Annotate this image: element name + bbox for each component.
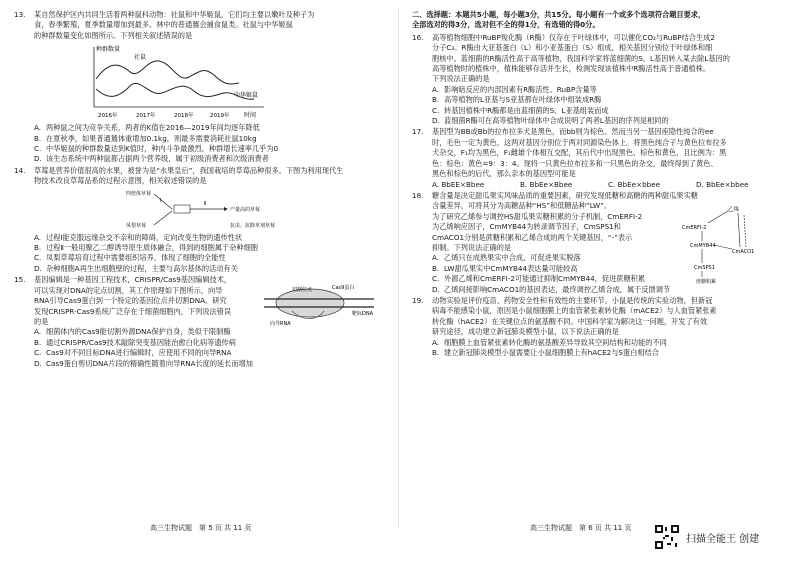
- question-stem-line: 时，毛色一定为黄色，这两对基因分别位于两对同源染色体上。将黑色纯合子与黄色拉布拉多: [432, 137, 727, 147]
- option-b: B. 通过CRISPR/Cas9技术敲除突变基因能治愈白化病等遗传病: [34, 337, 236, 347]
- question-stem-line: 高等植物时的植株中，植株能够存活并生长，检测发现该植株中R酶活性高于普通植株。: [432, 64, 711, 74]
- question-stem-line: 胞核中。蓝细菌的R酶活性高于高等植物，我国科学家将蓝细菌的S、L基因转入某去除L基因的: [432, 53, 730, 63]
- option-d: D. 该生态系统中两种鼠都占据两个营养级，属于初级消费者和次级消费者: [34, 154, 269, 164]
- diagram-node: CmACO1: [732, 248, 755, 255]
- diagram-node: 四倍体草莓: [126, 190, 152, 197]
- option-a: A. 乙烯只在成熟果实中合成，可促进果实脱落: [432, 253, 581, 263]
- option-b: B. LW甜瓜果实中CmMYB44表达量可能较高: [432, 263, 578, 273]
- tick-label: 2016年: [98, 113, 118, 120]
- y-axis-label: 种群数量: [96, 46, 121, 54]
- option-d: D. 杂种细胞A再生出细胞壁的过程，主要与高尔基体的活动有关: [34, 263, 238, 273]
- ethylene-pathway-diagram: [680, 203, 770, 287]
- question-stem-line: 高等植物细胞中RuBP羧化酶（R酶）仅存在于叶绿体中，可以催化CO₂与RuBP结合生成2: [432, 32, 715, 42]
- question-15: [14, 275, 386, 369]
- question-stem-line: 下列说法正确的是: [432, 74, 490, 84]
- crispr-figure: [262, 281, 382, 327]
- question-stem-line: CmACO1分别是蔗糖积累和乙烯合成的两个关键基因，“-”表示: [432, 232, 633, 242]
- figure-label: Cas9蛋白: [332, 285, 355, 292]
- option-d: D. 蓝细菌R酶可在高等植物叶绿体中合成说明了两者L基因的序列是相同的: [432, 116, 669, 126]
- option-b: B. 过程Ⅱ一般用聚乙二醇诱导原生质体融合，得到的细胞属于杂种细胞: [34, 243, 258, 253]
- question-stem-line: 的种群数量变化如图所示。下列相关叙述错误的是: [34, 30, 193, 40]
- question-number: 14.: [14, 165, 26, 175]
- question-stem-line: 为乙烯响应因子，CmMYB44为转录调节因子，CmSPS1和: [432, 222, 621, 232]
- x-axis-label: 时间: [244, 112, 257, 120]
- question-stem-line: 色：棕色：黄色=9：3：4。现将一只黄色拉布拉多和一只黑色的杂交，最终得到了黄色、: [432, 158, 718, 168]
- option-c: C. 外源乙烯和CmERFI-2可能通过抑制CmMYB44，促进蔗糖积累: [432, 274, 646, 284]
- diagram-node: 凤梨草莓: [126, 222, 147, 229]
- question-stem-line: 基因编辑是一种基因工程技术，CRISPR/Cas9基因编辑技术，: [34, 275, 232, 285]
- breeding-diagram: [124, 187, 324, 233]
- tick-label: 2018年: [174, 113, 194, 120]
- option-a: A. 两种鼠之间为竞争关系，两者的K值在2016—2019年间均逐年降低: [34, 123, 260, 133]
- series-line-social-rat: [96, 61, 239, 84]
- figure-label: 向导RNA: [270, 321, 291, 328]
- option-d: D. Cas9蛋白剪切DNA片段的精确性随着向导RNA长度的延长而增加: [34, 358, 253, 368]
- question-number: 13.: [14, 10, 26, 19]
- question-16: [412, 33, 784, 127]
- hybrid-cell-box: [174, 205, 190, 213]
- question-number: 15.: [14, 275, 26, 285]
- option-b: B. BbEe×Bbee: [520, 179, 573, 189]
- process-label: Ⅰ: [160, 197, 162, 204]
- question-stem-line: 食，春季繁殖，夏季数量增加到最多。林中的普通鵟会捕食鼠类。社鼠与中华姬鼠: [34, 20, 293, 30]
- question-stem-line: 研究途径，成功建立新冠肺炎模型小鼠，以下说法正确的是: [432, 327, 619, 337]
- question-stem-line: 黑色和棕色的后代，那么亲本的基因型可能是: [432, 169, 576, 179]
- question-number: 19.: [412, 295, 424, 305]
- option-a: A. BbEE×Bbee: [432, 179, 485, 189]
- option-c: C. Cas9对不同目标DNA进行编辑时，应使用不同的向导RNA: [34, 348, 232, 358]
- question-stem-line: 基因型为BB或Bb的拉布拉多犬是黑色，而bb则为棕色。然而当另一基因座隐性纯合的ee: [432, 127, 714, 137]
- option-d: D. BbEe×bbee: [696, 179, 749, 189]
- question-stem-line: 发现CRISPR-Cas9系统广泛存在于细菌细胞内，下列说法错误: [34, 306, 232, 316]
- tick-label: 2017年: [136, 113, 156, 120]
- question-stem-line: 可以实现对DNA的定点切割，其工作原理如下图所示，向导: [34, 285, 223, 295]
- option-a: A. 影响暗反应的内部因素有R酶活性、RuBP含量等: [432, 84, 597, 94]
- option-b: B. 高等植物的L亚基与S亚基都在叶绿体中组装成R酶: [432, 95, 602, 105]
- tick-label: 2019年: [210, 113, 230, 120]
- cas9-protein-shape: [276, 289, 344, 317]
- question-17: [412, 127, 784, 189]
- figure-label: 靶标DNA: [352, 311, 374, 318]
- population-chart: [74, 41, 274, 123]
- question-number: 16.: [412, 32, 424, 42]
- series-label: 社鼠: [134, 54, 147, 62]
- diagram-node: CmSPS1: [694, 264, 715, 271]
- series-label: 中华姬鼠: [234, 92, 259, 100]
- page-footer-right: 高三生物试题 第 6 页 共 11 页: [530, 524, 632, 532]
- option-c: C. BbEe×bbee: [608, 179, 661, 189]
- question-stem-line: 转化酶（hACE2）在关键位点的氨基酸不同。中国科学家为解决这一问题，开发了有效: [432, 316, 708, 326]
- question-stem-line: 某自然保护区内共同生活着两种鼠科动物：社鼠和中华姬鼠，它们均主要以嫩叶及种子为: [34, 10, 315, 19]
- page-divider: [398, 8, 399, 528]
- question-18: [412, 191, 784, 295]
- option-b: B. 建立新冠肺炎模型小鼠需要让小鼠细胞膜上有hACE2与S蛋白相结合: [432, 348, 659, 357]
- question-14: [14, 166, 386, 274]
- diagram-node: CmERFI-2: [682, 224, 707, 231]
- option-a: A. 细菌体内的Cas9能切割外源DNA保护自身，类似于限制酶: [34, 327, 231, 337]
- qr-code-icon: [655, 525, 679, 549]
- question-stem-line: 为了研究乙烯参与调控HS甜瓜果实糖积累的分子机制，CmERFI-2: [432, 211, 643, 221]
- option-c: C. 转基因植株中R酶都是由蓝细菌的S、L亚基组装而成: [432, 105, 609, 115]
- question-stem-line: 动物实验是评价疫苗、药物安全性和有效性的主要环节。小鼠是传统的实验动物，但新冠: [432, 295, 713, 305]
- section-heading: 二、选择题：本题共5小题，每小题3分，共15分。每小题有一个或多个选项符合题目要求，: [412, 10, 706, 19]
- question-stem-line: 草莓是营养价值很高的水果，被誉为是“水果皇后”，我国栽培的草莓品种很多。下图为利用现代生: [34, 165, 344, 175]
- page-footer-left: 高三生物试题 第 5 页 共 11 页: [150, 524, 252, 532]
- option-a: A. 细胞膜上血管紧张素转化酶的氨基酸差异导致其空间结构和功能的不同: [432, 337, 667, 347]
- diagram-node: 蔗糖积累: [696, 278, 717, 285]
- diagram-node: 产量高的草莓: [230, 206, 261, 213]
- diagram-node: 抗虫、抗除草剂草莓: [230, 222, 276, 229]
- question-stem-line: 病毒不能感染小鼠，原因是小鼠细胞膜上的血管紧张素转化酶（mACE2）与人血管紧张素: [432, 306, 717, 316]
- question-stem-line: 物技术改良草莓品系的过程示意图，相关叙述错误的是: [34, 176, 207, 186]
- option-d: D. 乙烯间接影响CmACO1的基因表达，最终调控乙烯合成，属于反馈调节: [432, 284, 671, 294]
- diagram-node: CmMYB44: [690, 242, 716, 249]
- option-c: C. 凤梨草莓培育过程中需要组织培养，体现了细胞的全能性: [34, 253, 226, 263]
- option-a: A. 过程Ⅰ能克服远缘杂交不亲和的障碍，定向改变生物的遗传性状: [34, 232, 243, 242]
- option-row: [432, 180, 784, 190]
- option-b: B. 在夏秋季，如果普通鵟体重增加0.1kg，则最多需要消耗社鼠10kg: [34, 133, 257, 143]
- question-stem-line: 抑制。下列说法正确的是: [432, 242, 512, 252]
- question-stem-line: RNA引导Cas9蛋白到一个特定的基因位点并切割DNA。研究: [34, 296, 227, 306]
- section-heading: 全部选对的得3分，选对但不全的得1分，有选错的得0分。: [412, 20, 600, 30]
- series-line-field-mouse: [96, 84, 254, 100]
- question-number: 18.: [412, 190, 424, 200]
- right-page: [412, 10, 784, 359]
- diagram-node: 乙烯: [728, 206, 740, 213]
- question-number: 17.: [412, 127, 424, 137]
- question-19: [412, 296, 784, 358]
- figure-label: 切割位点: [292, 287, 313, 294]
- question-stem-line: 糖含量是决定甜瓜果实风味品质的重要因素，研究发现低糖和高糖的两种甜瓜果实糖: [432, 190, 698, 200]
- question-stem-line: 犬杂交，F₁均为黑色，F₁雌雄个体相互交配，其后代中出现黑色、棕色和黄色，且比例为：黑: [432, 148, 727, 158]
- question-stem-line: 的是: [34, 316, 49, 326]
- question-13: [14, 10, 386, 165]
- question-stem-line: 含量差异，可将其分为高糖品种“HS”和低糖品种“LW”。: [432, 201, 612, 211]
- left-page: [14, 10, 386, 370]
- watermark-brand: 扫描全能王 创建: [686, 534, 760, 545]
- question-stem-line: 分子C₃。R酶由大亚基蛋白（L）和小亚基蛋白（S）组成，相关基因分别位于叶绿体和细: [432, 43, 713, 53]
- option-c: C. 中华姬鼠的种群数量达到K值时，种内斗争最激烈，种群增长速率几乎为0: [34, 144, 279, 154]
- process-label: Ⅱ: [204, 200, 207, 207]
